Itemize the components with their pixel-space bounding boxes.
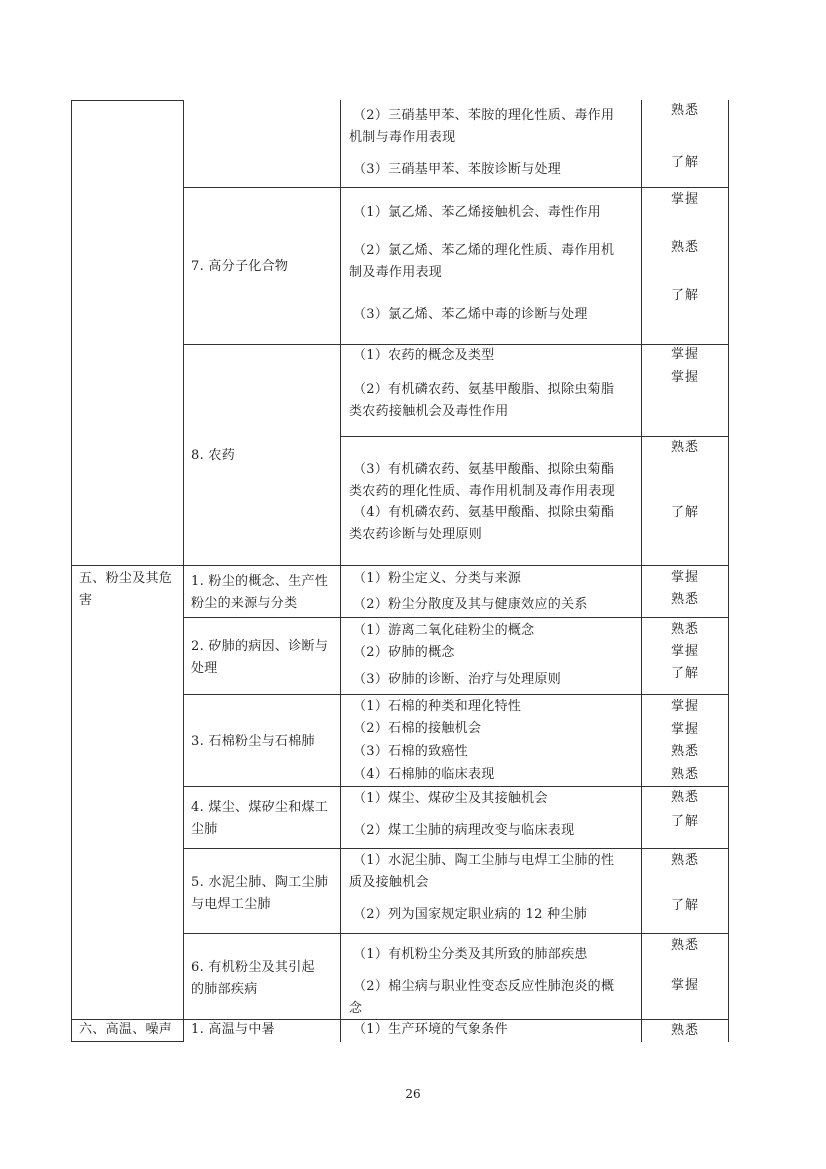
table-cell-content: （2）棉尘病与职业性变态反应性肺泡炎的概	[353, 979, 615, 994]
subunit-label: 的肺部疾病	[191, 982, 258, 997]
row-divider	[183, 786, 729, 787]
subunit-label: 1. 粉尘的概念、生产性	[191, 574, 329, 589]
page-number: 26	[405, 1087, 421, 1101]
table-cell-content: （3）石棉的致癌性	[353, 744, 468, 759]
requirement-level: 了解	[670, 505, 699, 520]
table-border-right	[728, 100, 729, 1042]
subunit-label: 8. 农药	[191, 448, 236, 463]
unit-label: 害	[79, 593, 93, 608]
row-divider	[71, 565, 729, 566]
requirement-level: 熟悉	[670, 938, 699, 953]
table-cell-content: （2）煤工尘肺的病理改变与临床表现	[353, 823, 575, 838]
table-border-top	[71, 100, 184, 101]
table-cell-content: （1）生产环境的气象条件	[353, 1022, 508, 1037]
subunit-label: 2. 矽肺的病因、诊断与	[191, 639, 329, 654]
column-divider	[340, 100, 341, 1042]
table-cell-content: （1）煤尘、煤矽尘及其接触机会	[353, 791, 548, 806]
table-cell-content: 念	[349, 1001, 363, 1016]
requirement-level: 熟悉	[670, 744, 699, 759]
table-cell-content: （1）粉尘定义、分类与来源	[353, 571, 522, 586]
requirement-level: 了解	[670, 898, 699, 913]
subunit-label: 与电焊工尘肺	[191, 897, 271, 912]
table-cell-content: 类农药接触机会及毒性作用	[349, 404, 509, 419]
subunit-label: 1. 高温与中暑	[191, 1022, 275, 1037]
requirement-level: 熟悉	[670, 1023, 699, 1038]
requirement-level: 熟悉	[670, 440, 699, 455]
row-divider	[183, 933, 729, 934]
requirement-level: 了解	[670, 666, 699, 681]
requirement-level: 掌握	[670, 192, 699, 207]
subunit-label: 5. 水泥尘肺、陶工尘肺	[191, 875, 329, 890]
subunit-label: 处理	[191, 661, 218, 676]
table-cell-content: （1）水泥尘肺、陶工尘肺与电焊工尘肺的性	[353, 853, 615, 868]
table-cell-content: （3）三硝基甲苯、苯胺诊断与处理	[353, 162, 562, 177]
requirement-level: 熟悉	[670, 240, 699, 255]
table-cell-content: （2）列为国家规定职业病的 12 种尘肺	[353, 907, 588, 922]
subunit-label: 粉尘的来源与分类	[191, 596, 298, 611]
requirement-level: 熟悉	[670, 853, 699, 868]
table-cell-content: 类农药的理化性质、毒作用机制及毒作用表现	[349, 484, 616, 499]
table-cell-content: （1）游离二氧化硅粉尘的概念	[353, 623, 535, 638]
table-cell-content: （2）矽肺的概念	[353, 645, 455, 660]
table-cell-content: 类农药诊断与处理原则	[349, 527, 483, 542]
table-cell-content: （3）氯乙烯、苯乙烯中毒的诊断与处理	[353, 307, 588, 322]
table-cell-content: （1）有机粉尘分类及其所致的肺部疾患	[353, 947, 588, 962]
table-cell-content: 质及接触机会	[349, 875, 429, 890]
requirement-level: 熟悉	[670, 790, 699, 805]
row-divider	[183, 694, 729, 695]
row-divider	[183, 848, 729, 849]
table-cell-content: （4）石棉肺的临床表现	[353, 767, 495, 782]
table-border-left	[71, 100, 72, 1042]
unit-label: 六、高温、噪声	[79, 1022, 173, 1037]
table-cell-content: （3）矽肺的诊断、治疗与处理原则	[353, 672, 562, 687]
requirement-level: 掌握	[670, 722, 699, 737]
requirement-level: 了解	[670, 814, 699, 829]
subunit-label: 3. 石棉粉尘与石棉肺	[191, 734, 315, 749]
row-divider	[183, 344, 729, 345]
subunit-label: 4. 煤尘、煤矽尘和煤工	[191, 800, 329, 815]
requirement-level: 掌握	[670, 978, 699, 993]
subunit-label: 7. 高分子化合物	[191, 259, 289, 274]
requirement-level: 掌握	[670, 570, 699, 585]
table-cell-content: （2）粉尘分散度及其与健康效应的关系	[353, 597, 588, 612]
table-cell-content: （3）有机磷农药、氨基甲酸酯、拟除虫菊酯	[353, 462, 615, 477]
requirement-level: 熟悉	[670, 622, 699, 637]
requirement-level: 熟悉	[670, 592, 699, 607]
row-divider	[340, 436, 729, 437]
requirement-level: 了解	[670, 155, 699, 170]
requirement-level: 掌握	[670, 644, 699, 659]
table-cell-content: （2）氯乙烯、苯乙烯的理化性质、毒作用机	[353, 243, 615, 258]
requirement-level: 掌握	[670, 370, 699, 385]
subunit-label: 6. 有机粉尘及其引起	[191, 960, 315, 975]
table-cell-content: （2）有机磷农药、氨基甲酸脂、拟除虫菊脂	[353, 382, 615, 397]
row-divider	[183, 617, 729, 618]
requirement-level: 掌握	[670, 699, 699, 714]
requirement-level: 掌握	[670, 347, 699, 362]
column-divider	[641, 100, 642, 1042]
requirement-level: 熟悉	[670, 103, 699, 118]
table-cell-content: 机制与毒作用表现	[349, 130, 456, 145]
table-cell-content: （2）石棉的接触机会	[353, 721, 482, 736]
column-divider	[183, 100, 184, 1042]
table-cell-content: （4）有机磷农药、氨基甲酸酯、拟除虫菊酯	[353, 505, 615, 520]
table-cell-content: （1）氯乙烯、苯乙烯接触机会、毒性作用	[353, 205, 601, 220]
table-border-bottom	[71, 1041, 184, 1042]
table-cell-content: （2）三硝基甲苯、苯胺的理化性质、毒作用	[353, 108, 615, 123]
unit-label: 五、粉尘及其危	[79, 571, 173, 586]
table-cell-content: 制及毒作用表现	[349, 265, 443, 280]
table-cell-content: （1）石棉的种类和理化特性	[353, 699, 522, 714]
subunit-label: 尘肺	[191, 822, 218, 837]
row-divider	[183, 187, 729, 188]
requirement-level: 了解	[670, 288, 699, 303]
table-cell-content: （1）农药的概念及类型	[353, 348, 495, 363]
requirement-level: 熟悉	[670, 767, 699, 782]
